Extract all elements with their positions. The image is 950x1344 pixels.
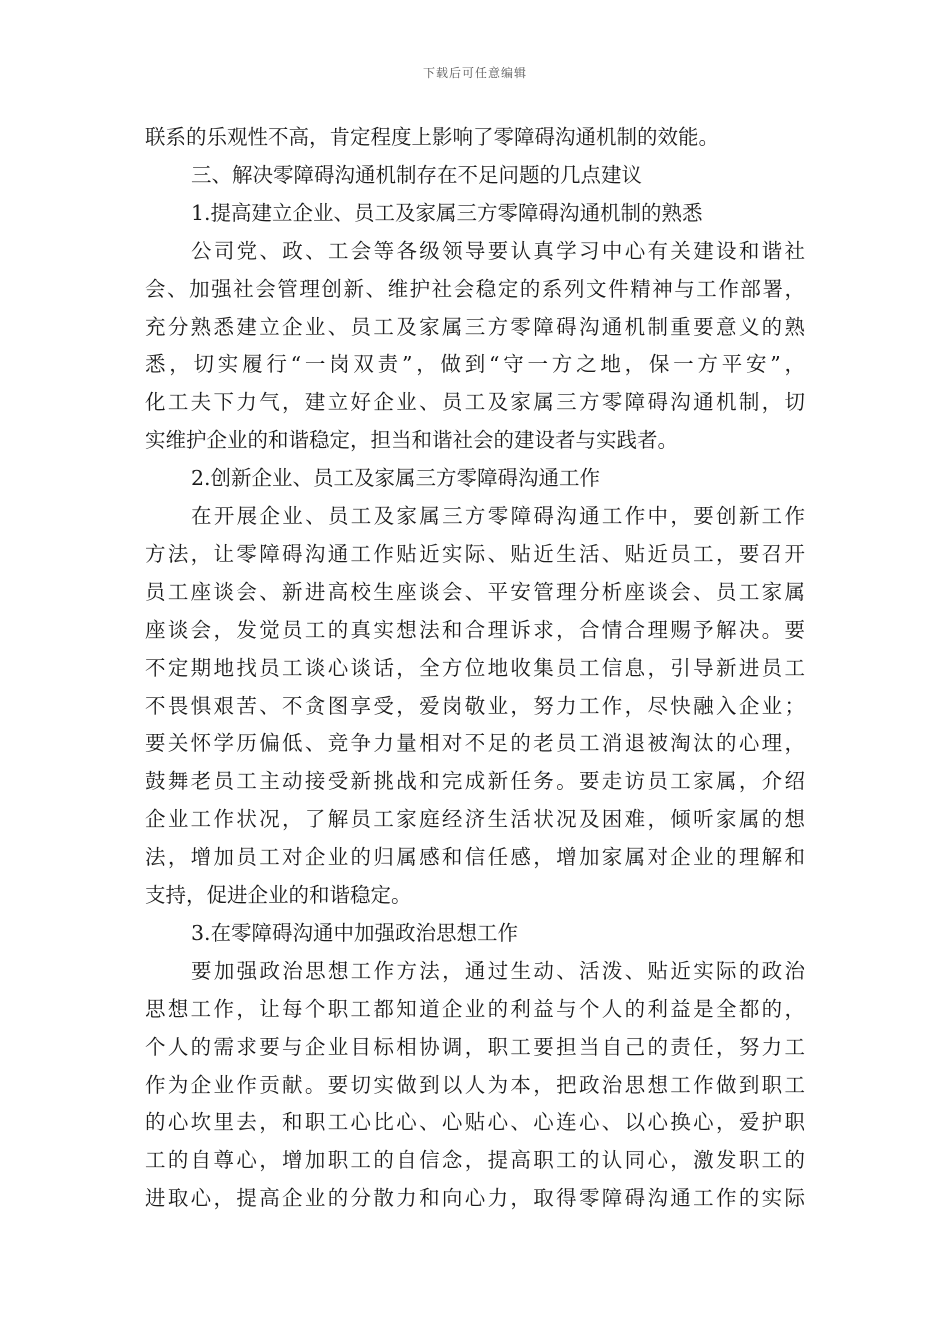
text-line: 2.创新企业、员工及家属三方零障碍沟通工作 <box>191 466 601 491</box>
text-line: 工的自尊心，增加职工的自信念，提高职工的认同心，激发职工的 <box>145 1148 805 1173</box>
text-line: 企业工作状况，了解员工家庭经济生活状况及困难，倾听家属的想 <box>145 807 805 832</box>
text-line: 座谈会，发觉员工的真实想法和合理诉求，合情合理赐予解决。要 <box>145 617 805 642</box>
text-line: 在开展企业、员工及家属三方零障碍沟通工作中，要创新工作 <box>191 504 805 528</box>
text-line: 要加强政治思想工作方法，通过生动、活泼、贴近实际的政治 <box>191 958 805 983</box>
text-line: 员工座谈会、新进高校生座谈会、平安管理分析座谈会、员工家属 <box>145 579 805 604</box>
text-line: 支持，促进企业的和谐稳定。 <box>145 883 412 907</box>
text-line: 悉，切实履行“一岗双责”，做到“守一方之地，保一方平安”， <box>145 352 805 377</box>
text-line: 的心坎里去，和职工心比心、心贴心、心连心、以心换心，爱护职 <box>145 1110 805 1135</box>
text-line: 鼓舞老员工主动接受新挑战和完成新任务。要走访员工家属，介绍 <box>145 769 805 794</box>
text-line: 个人的需求要与企业目标相协调，职工要担当自己的责任，努力工 <box>145 1034 805 1059</box>
text-line: 作为企业作贡献。要切实做到以人为本，把政治思想工作做到职工 <box>145 1072 805 1097</box>
text-line: 思想工作，让每个职工都知道企业的利益与个人的利益是全都的， <box>145 996 805 1021</box>
text-line: 充分熟悉建立企业、员工及家属三方零障碍沟通机制重要意义的熟 <box>145 314 805 339</box>
text-line: 要关怀学历偏低、竞争力量相对不足的老员工消退被淘汰的心理， <box>145 731 805 756</box>
page-header-note: 下载后可任意编辑 <box>422 66 527 80</box>
text-line: 三、解决零障碍沟通机制存在不足问题的几点建议 <box>191 162 642 187</box>
text-line: 法，增加员工对企业的归属感和信任感，增加家属对企业的理解和 <box>145 845 805 870</box>
text-line: 化工夫下力气，建立好企业、员工及家属三方零障碍沟通机制，切 <box>145 390 805 415</box>
text-line: 方法，让零障碍沟通工作贴近实际、贴近生活、贴近员工，要召开 <box>145 541 805 566</box>
text-line: 实维护企业的和谐稳定，担当和谐社会的建设者与实践者。 <box>145 428 678 453</box>
text-line: 1.提高建立企业、员工及家属三方零障碍沟通机制的熟悉 <box>191 200 703 225</box>
text-line: 会、加强社会管理创新、维护社会稳定的系列文件精神与工作部署， <box>145 276 805 301</box>
text-line: 公司党、政、工会等各级领导要认真学习中心有关建设和谐社 <box>191 238 805 263</box>
text-line: 联系的乐观性不高，肯定程度上影响了零障碍沟通机制的效能。 <box>145 125 719 149</box>
text-line: 进取心，提高企业的分散力和向心力，取得零障碍沟通工作的实际 <box>145 1186 805 1211</box>
text-line: 不定期地找员工谈心谈话，全方位地收集员工信息，引导新进员工 <box>145 655 805 680</box>
text-line: 3.在零障碍沟通中加强政治思想工作 <box>191 920 519 945</box>
text-line: 不畏惧艰苦、不贪图享受，爱岗敬业，努力工作，尽快融入企业； <box>145 693 805 718</box>
